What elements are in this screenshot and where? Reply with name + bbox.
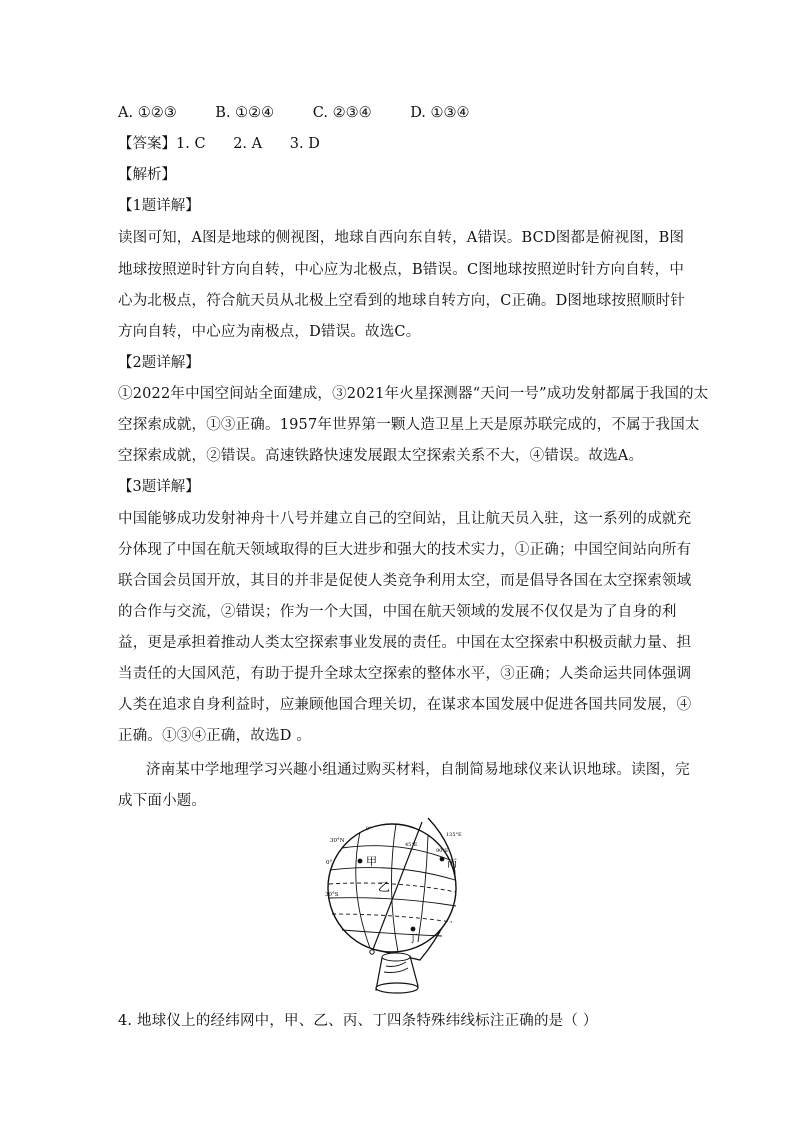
q2-line-2: 空探索成就，①③正确。1957年世界第一颗人造卫星上天是原苏联完成的，不属于我国太 (118, 417, 700, 433)
q3-line-7: 人类在追求自身利益时，应兼顾他国合理关切，在谋求本国发展中促进各国共同发展，④ (118, 697, 692, 713)
intro-line-1: 济南某中学地理学习兴趣小组通过购买材料，自制简易地球仪来认识地球。读图，完 (146, 762, 690, 778)
intro-line-2: 成下面小题。 (118, 793, 207, 809)
q2-heading: 【2题详解】 (118, 355, 200, 371)
q3-line-4: 的合作与交流，②错误；作为一个大国，中国在航天领域的发展不仅仅是为了自身的利 (118, 604, 677, 620)
label-lat-30n: 30°N (330, 838, 345, 844)
q2-line-3: 空探索成就，②错误。高速铁路快速发展跟太空探索关系不大，④错误。故选A。 (118, 448, 644, 464)
option-d: D. ①③④ (410, 105, 470, 121)
stand-top (382, 953, 410, 961)
q1-line-4: 方向自转，中心应为南极点，D错误。故选C。 (118, 324, 421, 340)
q1-line-3: 心为北极点，符合航天员从北极上空看到的地球自转方向，C正确。D图地球按照顺时针 (118, 293, 686, 309)
label-jia: 甲 (366, 855, 377, 868)
label-lon-0: 0° (366, 826, 372, 832)
option-a: A. ①②③ (118, 105, 177, 121)
q3-heading: 【3题详解】 (118, 479, 200, 495)
answer-line: 【答案】1. C 2. A 3. D (118, 136, 320, 152)
q3-line-8: 正确。①③④正确，故选D 。 (118, 728, 312, 744)
label-lon-90e: 90°E (436, 848, 449, 854)
q2-line-1: ①2022年中国空间站全面建成，③2021年火星探测器“天问一号”成功发射都属于我国的太 (118, 386, 709, 402)
globe-sphere (328, 824, 456, 952)
point-ding (411, 927, 416, 932)
question-4: 4. 地球仪上的经纬网中，甲、乙、丙、丁四条特殊纬线标注正确的是（ ） (118, 1013, 598, 1029)
q1-line-2: 地球按照逆时针方向自转，中心应为北极点，B错误。C图地球按照逆时针方向自转，中 (118, 262, 685, 278)
globe-figure (300, 810, 490, 1000)
stand-base (376, 983, 418, 993)
label-yi: 乙 (378, 880, 391, 894)
label-lon-45e: 45°E (405, 842, 418, 848)
q3-line-5: 益，更是承担着推动人类太空探索事业发展的责任。中国在太空探索中积极贡献力量、担 (118, 635, 692, 651)
label-lat-30s: 30°S (325, 892, 339, 898)
label-bing: 丙 (447, 859, 457, 870)
option-b: B. ①②④ (215, 105, 275, 121)
q1-line-1: 读图可知，A图是地球的侧视图，地球自西向东自转，A错误。BCD图都是俯视图，B图 (118, 230, 685, 246)
option-c: C. ②③④ (312, 105, 372, 121)
point-jia (358, 859, 363, 864)
answer-options (118, 104, 504, 122)
analysis-heading: 【解析】 (118, 167, 176, 183)
pole-pivot (370, 950, 374, 954)
label-ding: 丁 (408, 934, 418, 945)
q3-line-3: 联合国会员国开放，其目的并非是促使人类竞争利用太空，而是倡导各国在太空探索领域 (118, 573, 692, 589)
globe-diagram (300, 810, 490, 1000)
label-lon-135e: 135°E (446, 832, 462, 838)
q3-line-6: 当责任的大国风范，有助于提升全球太空探索的整体水平，③正确；人类命运共同体强调 (118, 666, 692, 682)
label-lat-0: 0° (326, 860, 333, 866)
q3-line-2: 分体现了中国在航天领域取得的巨大进步和强大的技术实力，①正确；中国空间站向所有 (118, 542, 692, 558)
q1-heading: 【1题详解】 (118, 198, 200, 214)
point-bing (440, 857, 445, 862)
q3-line-1: 中国能够成功发射神舟十八号并建立自己的空间站，且让航天员入驻，这一系列的成就充 (118, 511, 692, 527)
